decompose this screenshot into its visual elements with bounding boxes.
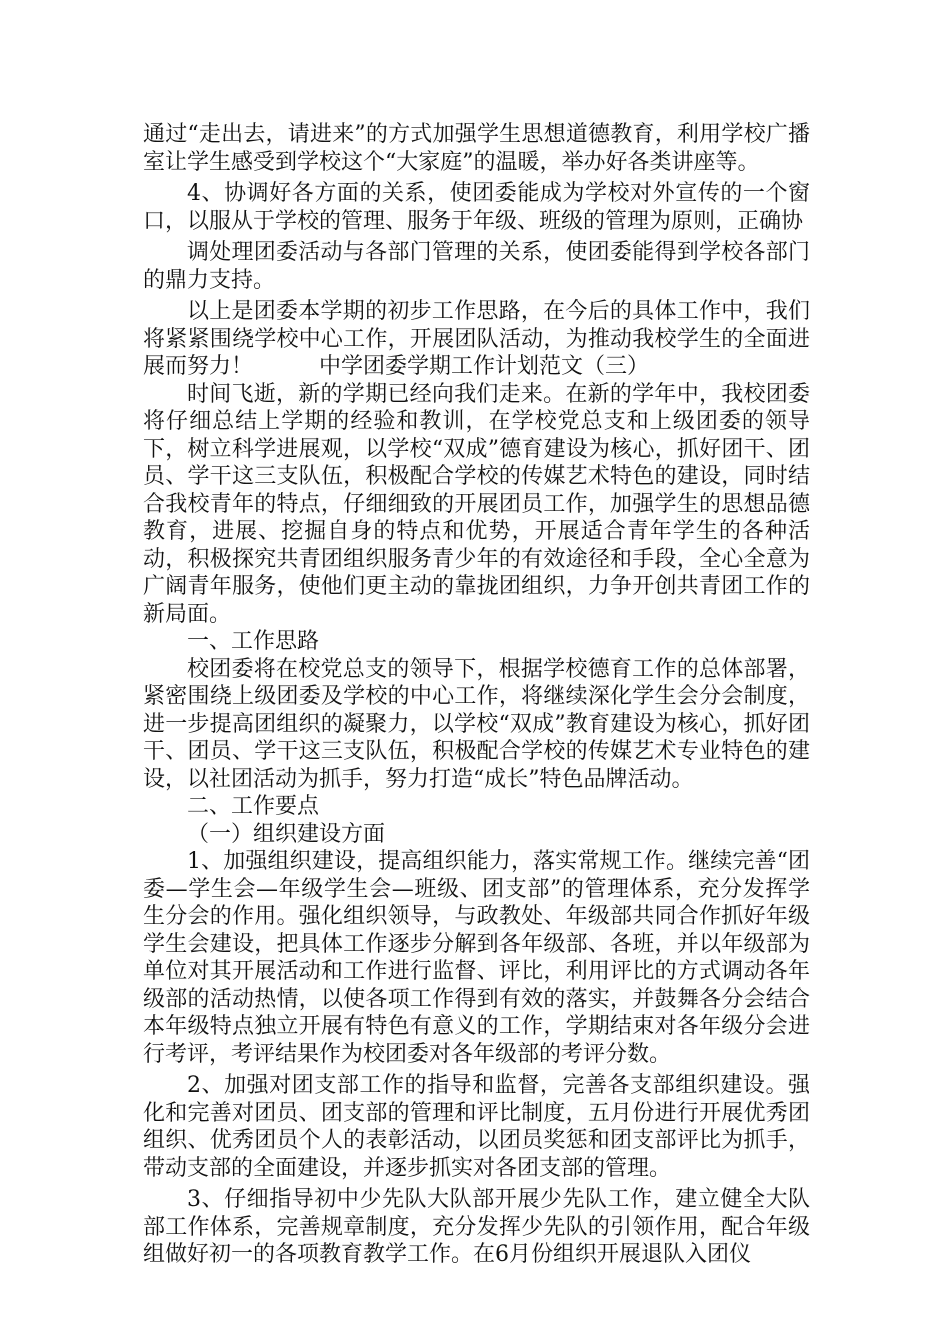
paragraph-11: 2、加强对团支部工作的指导和监督，完善各支部组织建设。强化和完善对团员、团支部的管理和评比制度，五月份进行开展优秀团组织、优秀团员个人的表彰活动，以团员奖惩和团支部评比为抓手，带动支部的全面建设，并逐步抓实对各团支部的管理。: [143, 1073, 810, 1181]
paragraph-1: 通过“走出去，请进来”的方式加强学生思想道德教育，利用学校广播室让学生感受到学校这个“大家庭”的温暖，举办好各类讲座等。: [143, 122, 810, 175]
paragraph-2: 4、协调好各方面的关系，使团委能成为学校对外宣传的一个窗口，以服从于学校的管理、服务于年级、班级的管理为原则，正确协: [143, 181, 810, 234]
paragraph-7: 校团委将在校党总支的领导下，根据学校德育工作的总体部署，紧密围绕上级团委及学校的中心工作，将继续深化学生会分会制度，进一步提高团组织的凝聚力，以学校“双成”教育建设为核心，抓好团干、团员、学干这三支队伍，积极配合学校的传媒艺术专业特色的建设，以社团活动为抓手，努力打造“成长”特色品牌活动。: [143, 656, 810, 792]
paragraph-5: 时间飞逝，新的学期已经向我们走来。在新的学年中，我校团委将仔细总结上学期的经验和教训，在学校党总支和上级团委的领导下，树立科学进展观，以学校“双成”德育建设为核心，抓好团干、团员、学干这三支队伍，积极配合学校的传媒艺术特色的建设，同时结合我校青年的特点，仔细细致的开展团员工作，加强学生的思想品德教育，进展、挖掘自身的特点和优势，开展适合青年学生的各种活动，积极探究共青团组织服务青少年的有效途径和手段，全心全意为广阔青年服务，使他们更主动的靠拢团组织，力争开创共青团工作的新局面。: [143, 381, 810, 627]
section-heading-work-points: 二、工作要点: [187, 794, 320, 819]
paragraph-10: 1、加强组织建设，提高组织能力，落实常规工作。继续完善“团委—学生会—年级学生会—班级、团支部”的管理体系，充分发挥学生分会的作用。强化组织领导，与政教处、年级部共同合作抓好年级学生会建设，把具体工作逐步分解到各年级部、各班，并以年级部为单位对其开展活动和工作进行监督、评比，利用评比的方式调动各年级部的活动热情，以使各项工作得到有效的落实，并鼓舞各分会结合本年级特点独立开展有特色有意义的工作，学期结束对各年级分会进行考评，考评结果作为校团委对各年级部的考评分数。: [143, 849, 810, 1067]
document-body: [143, 121, 810, 1269]
paragraph-4: 以上是团委本学期的初步工作思路，在今后的具体工作中，我们将紧紧围绕学校中心工作，开展团队活动，为推动我校学生的全面进展而努力！ 中学团委学期工作计划范文（三）: [143, 299, 810, 379]
paragraph-3: 调处理团委活动与各部门管理的关系，使团委能得到学校各部门的鼎力支持。: [143, 240, 810, 293]
section-heading-work-ideas: 一、工作思路: [187, 629, 320, 654]
subsection-heading-organization: （一）组织建设方面: [187, 821, 386, 847]
paragraph-12: 3、仔细指导初中少先队大队部开展少先队工作，建立健全大队部工作体系，完善规章制度，充分发挥少先队的引领作用，配合年级组做好初一的各项教育教学工作。在6月份组织开展退队入团仪: [143, 1187, 810, 1267]
